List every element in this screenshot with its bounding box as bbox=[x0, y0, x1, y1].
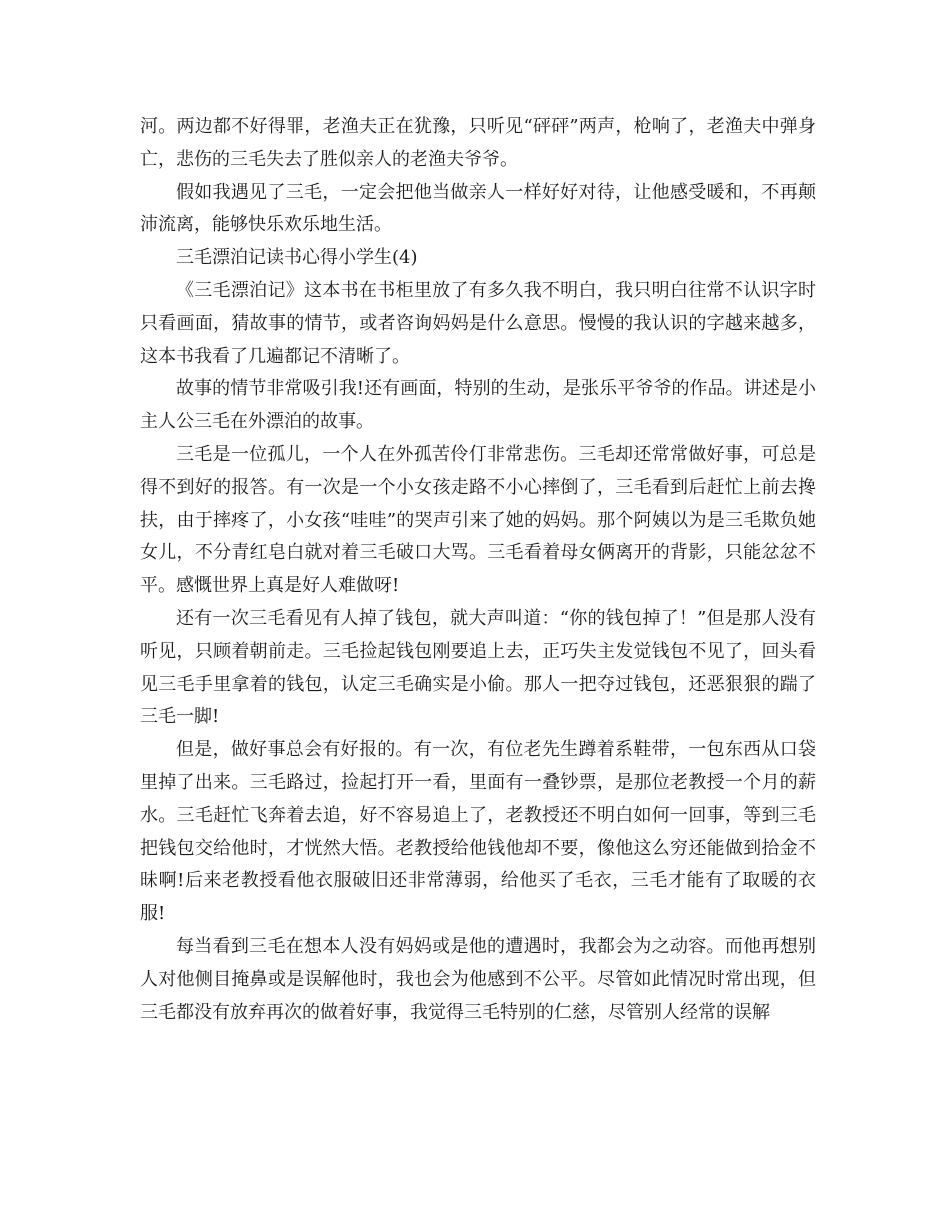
text-line: 但是，做好事总会有好报的。有一次，有位老先生蹲着系鞋带，一包东西从口 bbox=[176, 739, 798, 761]
document-paragraph bbox=[140, 931, 816, 1029]
text-line: 颠沛流离，能够快乐欢乐地生活。 bbox=[140, 181, 816, 236]
text-line: 还有一次三毛看见有人掉了钱包，就大声叫道：“你的钱包掉了！”但是那人 bbox=[176, 607, 780, 629]
text-line: 三毛漂泊记读书心得小学生(4) bbox=[176, 247, 418, 269]
text-line: 三毛是一位孤儿，一个人在外孤苦伶仃非常悲伤。三毛却还常常做好事，可总 bbox=[176, 443, 798, 465]
document-body bbox=[140, 111, 816, 1029]
document-paragraph bbox=[140, 242, 816, 275]
text-line: 但三毛都没有放弃再次的做着好事，我觉得三毛特别的仁慈，尽管别人经常的误解 bbox=[140, 968, 816, 1023]
text-line: 只能忿忿不平。感慨世界上真是好人难做呀! bbox=[140, 542, 817, 597]
document-paragraph bbox=[140, 275, 816, 373]
document-paragraph bbox=[140, 439, 816, 603]
text-line: 毛欺负她女儿，不分青红皂白就对着三毛破口大骂。三毛看着母女俩离开的背影， bbox=[140, 509, 816, 564]
text-line: 《三毛漂泊记》这本书在书柜里放了有多久我不明白，我只明白往常不认识字 bbox=[176, 279, 798, 301]
text-line: 到三毛把钱包交给他时，才恍然大悟。老教授给他钱他却不要，像他这么穷还能做 bbox=[140, 804, 817, 859]
document-paragraph bbox=[140, 734, 816, 931]
text-line: 是小主人公三毛在外漂泊的故事。 bbox=[140, 378, 817, 433]
text-line: 袋里掉了出来。三毛路过，捡起打开一看，里面有一叠钞票，是那位老教授一个月 bbox=[140, 739, 816, 793]
text-line: 别人对他侧目掩鼻或是误解他时，我也会为他感到不公平。尽管如此情况时常出现， bbox=[140, 935, 816, 990]
document-paragraph bbox=[140, 111, 816, 177]
document-paragraph bbox=[140, 177, 816, 243]
text-line: 狠的踹了三毛一脚! bbox=[140, 673, 817, 728]
text-line: 弹身亡，悲伤的三毛失去了胜似亲人的老渔夫爷爷。 bbox=[140, 116, 817, 170]
text-line: 故事的情节非常吸引我!还有画面，特别的生动，是张乐平爷爷的作品。讲述 bbox=[176, 378, 780, 400]
text-line: 是得不到好的报答。有一次是一个小女孩走路不小心摔倒了，三毛看到后赶忙上前 bbox=[140, 443, 816, 498]
text-line: 时只看画面，猜故事的情节，或者咨询妈妈是什么意思。慢慢的我认识的字越来越 bbox=[140, 279, 816, 334]
document-paragraph bbox=[140, 603, 816, 734]
text-line: 了取暖的衣服! bbox=[140, 870, 817, 925]
text-line: 多，这本书我看了几遍都记不清晰了。 bbox=[140, 312, 816, 367]
text-line: 每当看到三毛在想本人没有妈妈或是他的遭遇时，我都会为之动容。而他再想 bbox=[176, 935, 798, 957]
text-line: 的薪水。三毛赶忙飞奔着去追，好不容易追上了，老教授还不明白如何一回事，等 bbox=[140, 771, 816, 826]
text-line: 到拾金不昧啊!后来老教授看他衣服破旧还非常薄弱，给他买了毛衣，三毛才能有 bbox=[140, 837, 817, 892]
text-line: 假如我遇见了三毛，一定会把他当做亲人一样好好对待，让他感受暖和，不再 bbox=[176, 181, 798, 203]
text-line: 回头看见三毛手里拿着的钱包，认定三毛确实是小偷。那人一把夺过钱包，还恶狠 bbox=[140, 640, 817, 695]
text-line: 河。两边都不好得罪，老渔夫正在犹豫，只听见“砰砰”两声，枪响了，老渔夫中 bbox=[140, 116, 780, 137]
text-line: 去搀扶，由于摔疼了，小女孩“哇哇”的哭声引来了她的妈妈。那个阿姨以为是三 bbox=[140, 476, 816, 531]
document-paragraph bbox=[140, 373, 816, 439]
text-line: 没有听见，只顾着朝前走。三毛捡起钱包刚要追上去，正巧失主发觉钱包不见了， bbox=[140, 607, 817, 662]
